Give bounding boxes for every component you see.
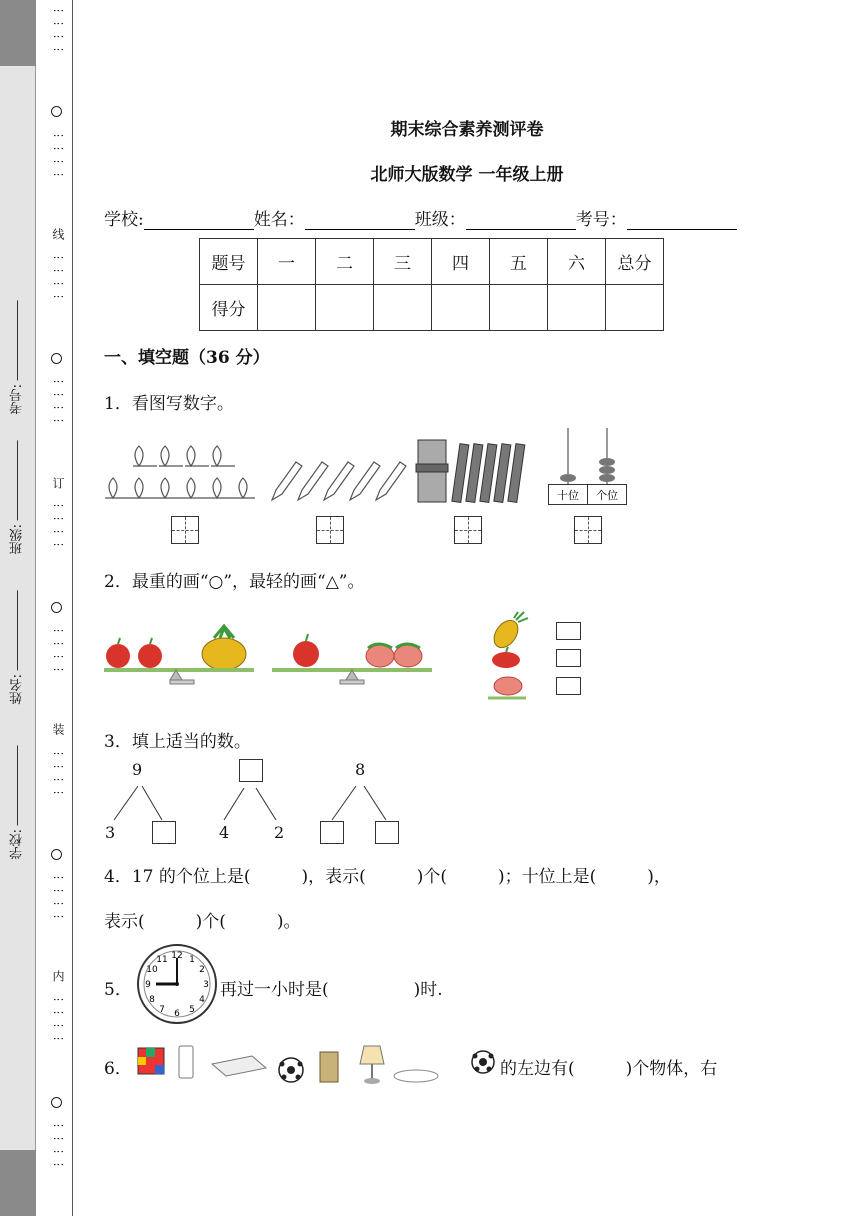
binding-circle-mark: [51, 353, 62, 364]
svg-text:7: 7: [159, 1005, 165, 1015]
question-1: 1．看图写数字。: [104, 394, 234, 414]
score-row-label: 得分: [200, 285, 258, 331]
score-cell[interactable]: [258, 285, 316, 331]
binding-field-exam-number: 考号:: [8, 300, 27, 414]
page-subtitle: 北师大版数学 一年级上册: [370, 165, 564, 185]
score-cell[interactable]: [316, 285, 374, 331]
score-table-header-cell: 二: [316, 239, 374, 285]
q1-answer-box-abacus[interactable]: [574, 516, 602, 544]
sticks-bundle-picture: [414, 436, 526, 506]
peach-icon: [494, 677, 522, 695]
name-blank[interactable]: [305, 212, 415, 230]
name-label: 姓名：: [253, 210, 305, 230]
clock-icon: [136, 941, 218, 1027]
binding-circle-mark: [51, 849, 62, 860]
rubiks-cube-icon: [138, 1048, 164, 1074]
binding-strip-top-block: [0, 0, 36, 66]
q3-a-right-box[interactable]: [152, 821, 176, 844]
q3-a-top-number: 9: [132, 760, 143, 779]
q3-b-left-number: 4: [219, 823, 230, 842]
svg-text:5: 5: [189, 1005, 195, 1015]
soccer-ball-icon: [279, 1058, 303, 1082]
score-cell[interactable]: [490, 285, 548, 331]
peaches-picture: [103, 440, 263, 506]
question-5-number: 5．: [104, 980, 132, 1000]
q2-answer-box-pineapple[interactable]: [556, 622, 581, 640]
q1-answer-box-peaches[interactable]: [171, 516, 199, 544]
glass-icon: [179, 1046, 193, 1078]
score-table-header-cell: 四: [432, 239, 490, 285]
cabinet-icon: [320, 1052, 338, 1082]
class-blank[interactable]: [466, 212, 576, 230]
svg-text:6: 6: [174, 1009, 180, 1019]
svg-text:10: 10: [146, 965, 158, 975]
exam-number-blank[interactable]: [627, 212, 737, 230]
binding-dotted-line: ⋮⋮⋮⋮ ⋮⋮⋮⋮ 线 ⋮⋮⋮⋮ ⋮⋮⋮⋮ 订 ⋮⋮⋮⋮ ⋮⋮⋮⋮ 装 ⋮⋮⋮⋮ ⋮⋮⋮⋮ 内 ⋮⋮⋮⋮ ⋮⋮⋮⋮: [51, 5, 65, 1172]
binding-mark-bind: 装: [51, 723, 65, 735]
binding-mark-line: 线: [51, 228, 65, 240]
q2-answer-box-peach[interactable]: [556, 677, 581, 695]
fruit-column-picture: [486, 612, 536, 704]
binding-mark-inside: 内: [51, 970, 65, 982]
binding-strip: [0, 0, 36, 1216]
number-bond-lines: [104, 784, 404, 824]
q1-answer-box-pencils[interactable]: [316, 516, 344, 544]
score-table: [199, 238, 664, 331]
q3-a-left-number: 3: [105, 823, 116, 842]
abacus-bead: [599, 458, 615, 466]
question-4-line-1: 4．17 的个位上是( )，表示( )个( )；十位上是( )，: [104, 867, 671, 887]
class-label: 班级：: [414, 210, 466, 230]
abacus-picture: [548, 428, 628, 504]
score-table-header-cell: 三: [374, 239, 432, 285]
objects-row-picture: [136, 1044, 476, 1086]
score-table-header-cell: 一: [258, 239, 316, 285]
student-info-row: [104, 205, 764, 230]
svg-text:11: 11: [156, 955, 168, 965]
q3-c-left-box[interactable]: [320, 821, 344, 844]
binding-border-line: [72, 0, 73, 1216]
svg-text:9: 9: [145, 980, 151, 990]
score-table-header-cell: 题号: [200, 239, 258, 285]
svg-text:12: 12: [171, 951, 183, 961]
lamp-icon: [360, 1046, 384, 1084]
score-cell[interactable]: [606, 285, 664, 331]
question-2: 2．最重的画“○”，最轻的画“△”。: [104, 572, 365, 592]
exam-number-label: 考号：: [575, 210, 627, 230]
score-cell[interactable]: [432, 285, 490, 331]
q3-b-top-box[interactable]: [239, 759, 263, 782]
binding-circle-mark: [51, 106, 62, 117]
balance-scale-apple-peaches: [272, 626, 437, 686]
score-table-header-cell: 总分: [606, 239, 664, 285]
abacus-ones-label: 个位: [596, 489, 618, 502]
abacus-bead: [599, 474, 615, 482]
svg-text:4: 4: [199, 995, 205, 1005]
apple-icon: [492, 652, 520, 668]
score-cell[interactable]: [548, 285, 606, 331]
binding-field-name: 姓名:: [8, 590, 27, 704]
q2-answer-box-apple[interactable]: [556, 649, 581, 667]
abacus-bead: [560, 474, 576, 482]
question-6-number: 6．: [104, 1059, 132, 1079]
binding-circle-mark: [51, 602, 62, 613]
question-5-text: 再过一小时是( )时.: [220, 980, 443, 1000]
book-icon: [212, 1056, 266, 1076]
balance-scale-apples-pineapple: [104, 626, 259, 686]
svg-text:2: 2: [199, 965, 205, 975]
question-6-text: 的左边有( )个物体，右: [500, 1059, 718, 1079]
q3-b-right-number: 2: [274, 823, 285, 842]
score-table-header-cell: 五: [490, 239, 548, 285]
q1-answer-box-sticks[interactable]: [454, 516, 482, 544]
q3-c-top-number: 8: [355, 760, 366, 779]
binding-circle-mark: [51, 1097, 62, 1108]
q3-c-right-box[interactable]: [375, 821, 399, 844]
score-table-header-cell: 六: [548, 239, 606, 285]
section-title: 一、填空题（36 分）: [104, 348, 270, 368]
binding-strip-bottom-block: [0, 1150, 36, 1216]
abacus-tens-label: 十位: [557, 489, 579, 502]
soccer-ball-icon: [472, 1051, 494, 1073]
score-table-score-row: [200, 285, 664, 331]
question-4-line-2: 表示( )个( )。: [104, 912, 301, 932]
pencils-picture: [268, 458, 398, 504]
svg-text:1: 1: [189, 955, 195, 965]
question-3: 3．填上适当的数。: [104, 732, 251, 752]
page-title: 期末综合素养测评卷: [390, 120, 544, 140]
school-label: 学校:: [104, 210, 144, 230]
svg-text:8: 8: [149, 995, 155, 1005]
abacus-bead: [599, 466, 615, 474]
svg-text:3: 3: [203, 980, 209, 990]
score-table-header-row: [200, 239, 664, 285]
plate-icon: [394, 1070, 438, 1082]
binding-field-class: 班级:: [8, 440, 27, 554]
school-blank[interactable]: [144, 212, 254, 230]
binding-field-school: 学校:: [8, 745, 27, 859]
score-cell[interactable]: [374, 285, 432, 331]
binding-mark-staple: 订: [51, 477, 65, 489]
